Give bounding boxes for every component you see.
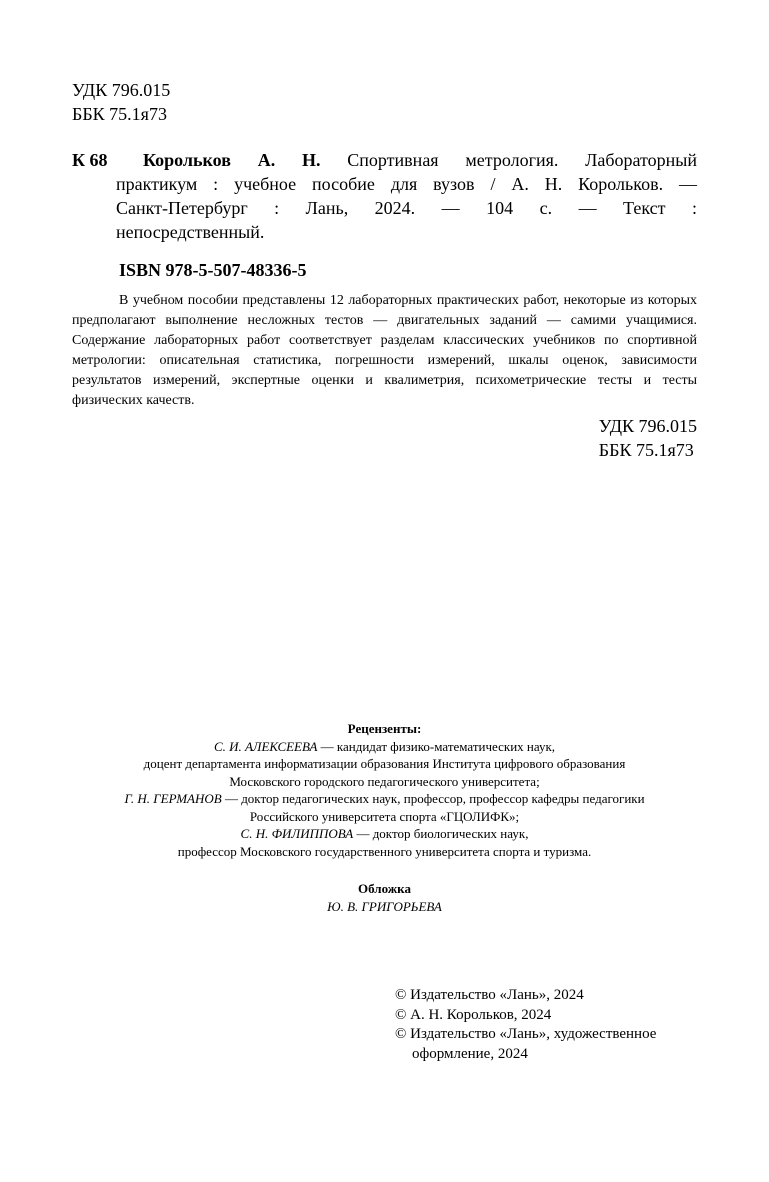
reviewer-3-line-2: профессор Московского государственного университета спорта и туризма.: [177, 843, 592, 859]
classification-bottom: [599, 414, 697, 462]
annotation: В учебном пособии представлены 12 лабораторных практических работ, некоторые из которых предполагают выполнение несложных тестов — двигательных заданий — самими учащимися. Содержание лабораторных работ соответствует разделам классических учебников по спортивной метрологии: описательная статистика, погрешности измерений, шкалы оценок, зависимости результатов измерений, экспертные оценки и квалиметрия, психометрические тесты и тесты физических качеств.: [72, 293, 697, 408]
cover-designer: Ю. В. ГРИГОРЬЕВА: [327, 898, 442, 914]
reviewer-3-name: С. Н. ФИЛИППОВА: [240, 826, 354, 841]
reviewer-1-line-2: доцент департамента информатизации образования Института цифрового образования: [143, 756, 626, 771]
cover-credit: [0, 880, 769, 915]
reviewer-2: [0, 790, 769, 808]
title-line-4: непосредственный.: [116, 222, 265, 242]
classification-top: [72, 78, 170, 126]
reviewers-heading: Рецензенты:: [347, 721, 422, 736]
title-line-3: Санкт-Петербург : Лань, 2024. — 104 с. — Текст :: [116, 198, 697, 218]
reviewer-2-name: Г. Н. ГЕРМАНОВ: [124, 791, 222, 806]
reviewer-1-line-3: Московского городского педагогического университета;: [229, 773, 540, 789]
reviewer-3: [0, 825, 769, 843]
bbk-code: ББК 75.1я73: [72, 104, 167, 124]
title-line-1: Спортивная метрология. Лабораторный: [347, 150, 697, 170]
isbn: ISBN 978-5-507-48336-5: [119, 260, 307, 280]
title-line-2: практикум : учебное пособие для вузов / А. Н. Корольков. —: [116, 174, 697, 194]
copyright-3: © Издательство «Лань», художественное: [395, 1026, 657, 1042]
copyright-block: [395, 986, 656, 1064]
reviewer-1-name: С. И. АЛЕКСЕЕВА: [213, 738, 318, 754]
reviewer-3-title: — доктор биологических наук,: [353, 826, 529, 841]
reviewer-2-line-2: Российского университета спорта «ГЦОЛИФК»;: [249, 808, 520, 824]
bibliographic-entry: [72, 148, 697, 244]
copyright-3-cont: оформление, 2024: [412, 1045, 528, 1062]
cover-heading: Обложка: [358, 881, 411, 896]
udk-code-bottom: УДК 796.015: [598, 416, 697, 436]
author-name: Корольков А. Н.: [143, 150, 321, 170]
copyright-2: © А. Н. Корольков, 2024: [395, 1006, 552, 1023]
reviewer-1-title: — кандидат физико-математических наук,: [317, 738, 556, 754]
udk-code: УДК 796.015: [72, 80, 171, 100]
reviewers-block: [0, 720, 769, 860]
copyright-1: © Издательство «Лань», 2024: [395, 987, 584, 1003]
author-sign: К 68: [72, 150, 108, 170]
reviewer-1: [0, 738, 769, 756]
bbk-code-bottom: ББК 75.1я73: [598, 440, 694, 460]
reviewer-2-title: — доктор педагогических наук, профессор, профессор кафедры педагогики: [221, 791, 645, 806]
